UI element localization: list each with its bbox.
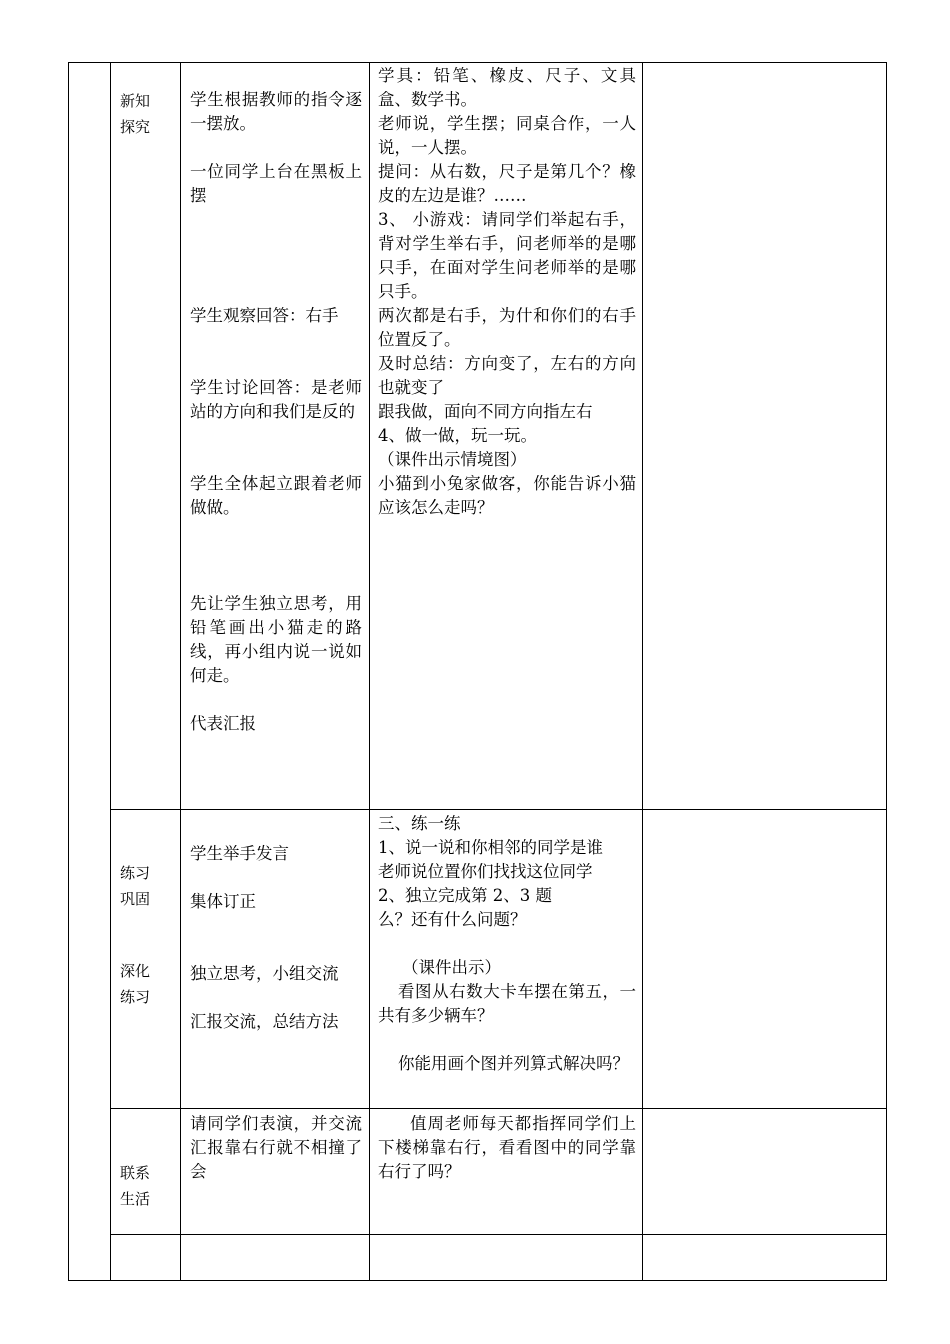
teacher-activity-new-knowledge [378, 64, 636, 520]
teacher-text: 2、独立完成第 2、3 题 [378, 886, 552, 905]
row-divider-1 [110, 809, 887, 810]
teacher-text: （课件出示） [402, 958, 501, 977]
table-border-right [886, 62, 887, 1281]
column-divider-1 [110, 62, 111, 1281]
student-text: 学生全体起立跟着老师做做。 [190, 474, 362, 517]
teacher-text: 提问：从右数，尺子是第几个？橡皮的左边是谁？…… [378, 162, 636, 205]
teacher-text: 小猫到小兔家做客，你能告诉小猫应该怎么走吗？ [378, 474, 636, 517]
student-activity-new-knowledge [190, 88, 362, 736]
teacher-text: 你能用画个图并列算式解决吗？ [398, 1054, 629, 1073]
student-text: 独立思考，小组交流 [190, 964, 339, 983]
label-line: 生活 [120, 1190, 151, 1208]
student-text: 学生观察回答：右手 [190, 306, 339, 325]
label-line: 练习 [120, 864, 151, 882]
teacher-text: 老师说位置你们找找这位同学 [378, 862, 593, 881]
teacher-text: 4、做一做，玩一玩。 [378, 426, 537, 445]
label-line: 新知 [120, 92, 151, 110]
student-text: 学生根据教师的指令逐一摆放。 [190, 90, 362, 133]
student-text: 学生举手发言 [190, 844, 289, 863]
row-label-deepening [120, 958, 175, 1010]
teacher-text: 跟我做，面向不同方向指左右 [378, 402, 593, 421]
student-text: 请同学们表演，并交流汇报靠右行就不相撞了会 [190, 1114, 362, 1181]
student-text: 先让学生独立思考，用铅笔画出小猫走的路线，再小组内说一说如何走。 [190, 594, 362, 685]
row-label-practice [120, 860, 175, 912]
label-line: 巩固 [120, 890, 151, 908]
teacher-activity-practice [378, 812, 636, 1076]
student-text: 汇报交流，总结方法 [190, 1012, 339, 1031]
column-divider-2 [180, 62, 181, 1281]
label-line: 联系 [120, 1164, 151, 1182]
row-divider-2 [110, 1108, 887, 1109]
label-line: 练习 [120, 988, 151, 1006]
teacher-text: （课件出示情境图） [378, 450, 527, 469]
table-border-bottom [68, 1280, 887, 1281]
teacher-text: 三、练一练 [378, 814, 461, 833]
table-border-left [68, 62, 69, 1281]
student-text: 一位同学上台在黑板上摆 [190, 162, 362, 205]
teacher-text: 及时总结：方向变了，左右的方向也就变了 [378, 354, 636, 397]
student-text: 代表汇报 [190, 714, 256, 733]
teacher-text: 1、说一说和你相邻的同学是谁 [378, 838, 603, 857]
label-line: 深化 [120, 962, 151, 980]
student-text: 集体订正 [190, 892, 256, 911]
label-line: 探究 [120, 118, 151, 136]
table-border-top [68, 62, 887, 63]
teacher-text: 值周老师每天都指挥同学们上下楼梯靠右行，看看图中的同学靠右行了吗？ [378, 1114, 636, 1181]
teacher-activity-life [378, 1112, 636, 1184]
column-divider-3 [369, 62, 370, 1281]
row-divider-3 [110, 1234, 887, 1235]
student-activity-practice [190, 842, 364, 1034]
column-divider-4 [642, 62, 643, 1281]
teacher-text: 看图从右数大卡车摆在第五，一共有多少辆车？ [378, 982, 636, 1025]
teacher-text: 老师说，学生摆；同桌合作，一人说，一人摆。 [378, 114, 636, 157]
student-activity-life [190, 1112, 362, 1184]
student-text: 学生讨论回答：是老师站的方向和我们是反的 [190, 378, 362, 421]
teacher-text: 两次都是右手，为什和你们的右手位置反了。 [378, 306, 636, 349]
row-label-new-knowledge [120, 88, 175, 140]
teacher-text: 学具：铅笔、橡皮、尺子、文具盒、数学书。 [378, 66, 636, 109]
teacher-text: 么？还有什么问题？ [378, 910, 527, 929]
row-label-life [120, 1160, 175, 1212]
teacher-text: 3、 小游戏：请同学们举起右手，背对学生举右手，问老师举的是哪只手，在面对学生问老师举的是哪只手。 [378, 210, 636, 301]
